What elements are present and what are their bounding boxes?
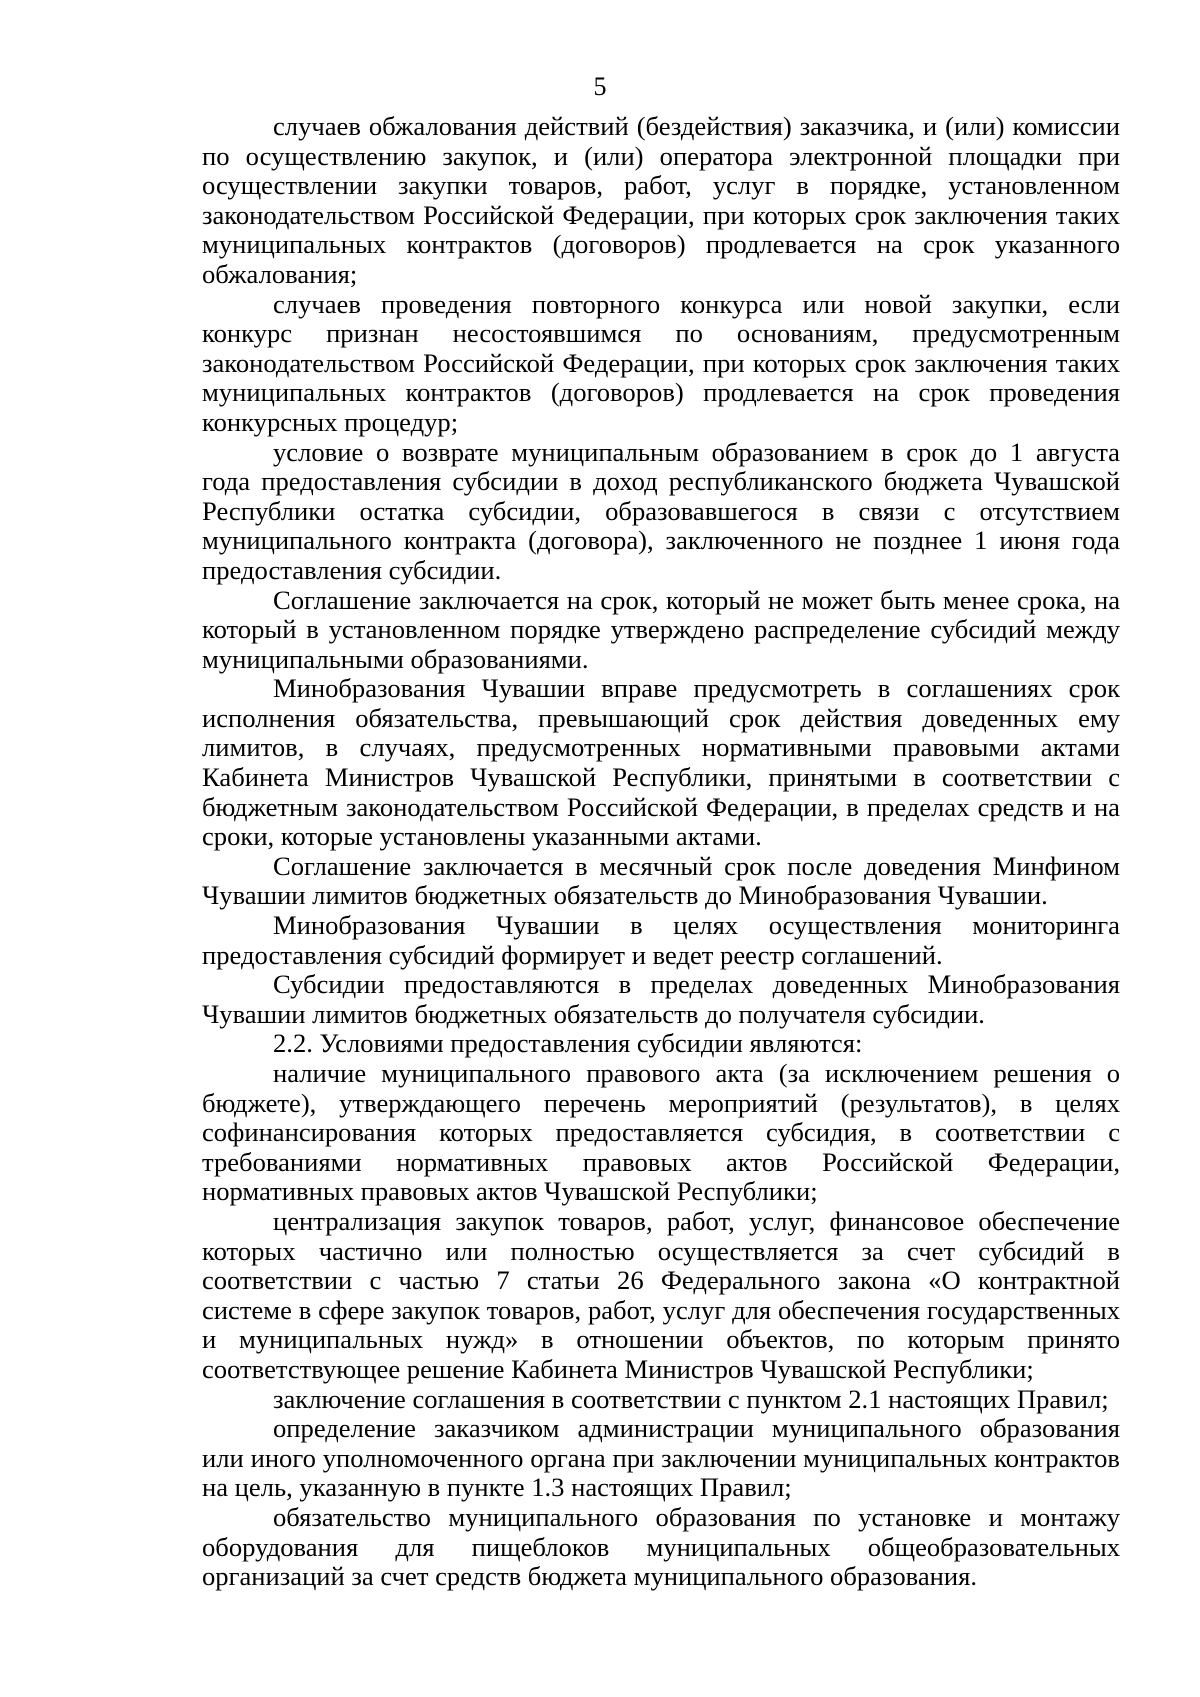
paragraph: Минобразования Чувашии вправе предусмотреть в соглашениях срок исполнения обязательства, превышающий срок действия доведенных ему лимитов, в случаях, предусмотренных нормативными правовыми актами Кабинета Министров Чувашской Республики, принятыми в соответствии с бюджетным законодательством Российской Федерации, в пределах средств и на сроки, которые установлены указанными актами. [202, 673, 1120, 852]
paragraph: централизация закупок товаров, работ, услуг, финансовое обеспечение которых частично или полностью осуществляется за счет субсидий в соответствии с частью 7 статьи 26 Федерального закона «О контрактной системе в сфере закупок товаров, работ, услуг для обеспечения государственных и муниципальных нужд» в отношении объектов, по которым принято соответствующее решение Кабинета Министров Чувашской Республики; [202, 1205, 1120, 1384]
paragraph: условие о возврате муниципальным образованием в срок до 1 августа года предоставления субсидии в доход республиканского бюджета Чувашской Республики остатка субсидии, образовавшегося в связи с отсутствием муниципального контракта (договора), заключенного не позднее 1 июня года предоставления субсидии. [202, 436, 1120, 585]
document-body [202, 112, 1120, 1592]
paragraph: Соглашение заключается в месячный срок после доведения Минфином Чувашии лимитов бюджетных обязательств до Минобразования Чувашии. [202, 850, 1120, 911]
paragraph: Субсидии предоставляются в пределах доведенных Минобразования Чувашии лимитов бюджетных обязательств до получателя субсидии. [202, 969, 1120, 1029]
section-heading: 2.2. Условиями предоставления субсидии являются: [273, 1028, 863, 1059]
page-number: 5 [593, 72, 607, 101]
paragraph: Соглашение заключается на срок, который не может быть менее срока, на который в установленном порядке утверждено распределение субсидий между муниципальными образованиями. [202, 584, 1120, 674]
paragraph: Минобразования Чувашии в целях осуществления мониторинга предоставления субсидий формирует и ведет реестр соглашений. [202, 910, 1120, 970]
paragraph: обязательство муниципального образования по установке и монтажу оборудования для пищеблоков муниципальных общеобразовательных организаций за счет средств бюджета муниципального образования. [202, 1501, 1120, 1592]
paragraph: наличие муниципального правового акта (за исключением решения о бюджете), утверждающего перечень мероприятий (результатов), в целях софинансирования которых предоставляется субсидия, в соответствии с требованиями нормативных правовых актов Российской Федерации, нормативных правовых актов Чувашской Республики; [202, 1058, 1120, 1207]
paragraph: заключение соглашения в соответствии с пунктом 2.1 настоящих Правил; [273, 1383, 1109, 1414]
paragraph: случаев проведения повторного конкурса или новой закупки, если конкурс признан несостоявшимся по основаниям, предусмотренным законодательством Российской Федерации, при которых срок заключения таких муниципальных контрактов (договоров) продлевается на срок проведения конкурсных процедур; [202, 288, 1120, 437]
paragraph: случаев обжалования действий (бездействия) заказчика, и (или) комиссии по осуществлению закупок, и (или) оператора электронной площадки при осуществлении закупки товаров, работ, услуг в порядке, установленном законодательством Российской Федерации, при которых срок заключения таких муниципальных контрактов (договоров) продлевается на срок указанного обжалования; [202, 111, 1120, 289]
paragraph: определение заказчиком администрации муниципального образования или иного уполномоченного органа при заключении муниципальных контрактов на цель, указанную в пункте 1.3 настоящих Правил; [202, 1413, 1120, 1503]
